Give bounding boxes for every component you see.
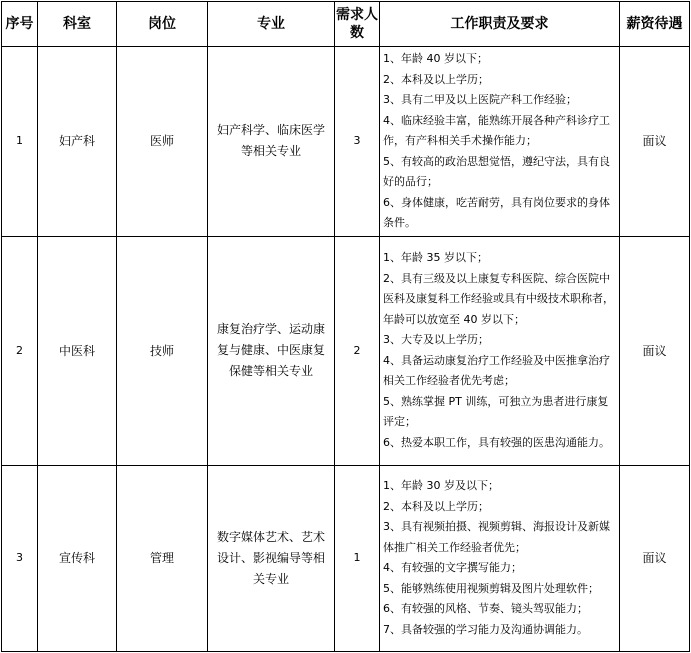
duty-item: 5、有较高的政治思想觉悟，遵纪守法，具有良好的品行； [383,154,610,188]
table-row [2,465,690,651]
duty-item: 2、本科及以上学历； [383,72,489,86]
cell-duties [380,47,620,237]
cell-no: 2 [2,236,38,465]
cell-no: 1 [2,47,38,237]
duty-item: 6、身体健康，吃苦耐劳，具有岗位要求的身体条件。 [383,195,610,229]
duty-item: 1、年龄 30 岁及以下； [383,479,499,492]
cell-position: 技师 [117,236,208,465]
header-salary: 薪资待遇 [620,2,690,47]
duty-item: 6、有较强的风格、节奏、镜头驾驭能力； [383,602,588,615]
cell-position: 管理 [117,465,208,651]
duty-item: 5、能够熟练使用视频剪辑及图片处理软件； [383,581,599,595]
cell-duties [380,465,620,651]
duty-item: 4、临床经验丰富，能熟练开展各种产科诊疗工作，有产科相关手术操作能力； [383,113,610,147]
cell-duties [380,236,620,465]
header-dept: 科室 [38,2,117,47]
recruitment-table [1,1,690,652]
duty-item: 6、热爱本职工作，具有较强的医患沟通能力。 [383,435,610,449]
cell-salary: 面议 [620,236,690,465]
duty-item: 4、有较强的文字撰写能力； [383,561,522,574]
header-count: 需求人数 [335,2,380,47]
duty-item: 7、具备较强的学习能力及沟通协调能力。 [383,622,588,636]
cell-count: 2 [335,236,380,465]
cell-position: 医师 [117,47,208,237]
cell-major: 数字媒体艺术、艺术设计、影视编导等相关专业 [208,465,335,651]
cell-count: 1 [335,465,380,651]
duty-item: 3、具有视频拍摄、视频剪辑、海报设计及新媒体推广相关工作经验者优先； [383,520,610,554]
table-row [2,47,690,237]
duty-item: 2、本科及以上学历； [383,499,489,513]
header-major: 专业 [208,2,335,47]
cell-count: 3 [335,47,380,237]
duty-item: 1、年龄 35 岁以下； [383,251,488,264]
duty-item: 3、具有二甲及以上医院产科工作经验； [383,93,577,106]
cell-dept: 宣传科 [38,465,117,651]
duty-item: 4、具备运动康复治疗工作经验及中医推拿治疗相关工作经验者优先考虑； [383,353,610,387]
table-row [2,236,690,465]
duty-item: 2、具有三级及以上康复专科医院、综合医院中医科及康复科工作经验或具有中级技术职称者，年龄可以放宽至 40 岁以下； [383,271,614,326]
cell-salary: 面议 [620,465,690,651]
cell-major: 康复治疗学、运动康复与健康、中医康复保健等相关专业 [208,236,335,465]
cell-no: 3 [2,465,38,651]
cell-dept: 妇产科 [38,47,117,237]
header-duties: 工作职责及要求 [380,2,620,47]
duty-item: 3、大专及以上学历； [383,333,489,346]
cell-dept: 中医科 [38,236,117,465]
cell-major: 妇产科学、临床医学等相关专业 [208,47,335,237]
cell-salary: 面议 [620,47,690,237]
table-header-row [2,2,690,47]
duty-item: 1、年龄 40 岁以下； [383,52,488,65]
header-no: 序号 [2,2,38,47]
header-position: 岗位 [117,2,208,47]
duty-item: 5、熟练掌握 PT 训练，可独立为患者进行康复评定； [383,394,609,428]
